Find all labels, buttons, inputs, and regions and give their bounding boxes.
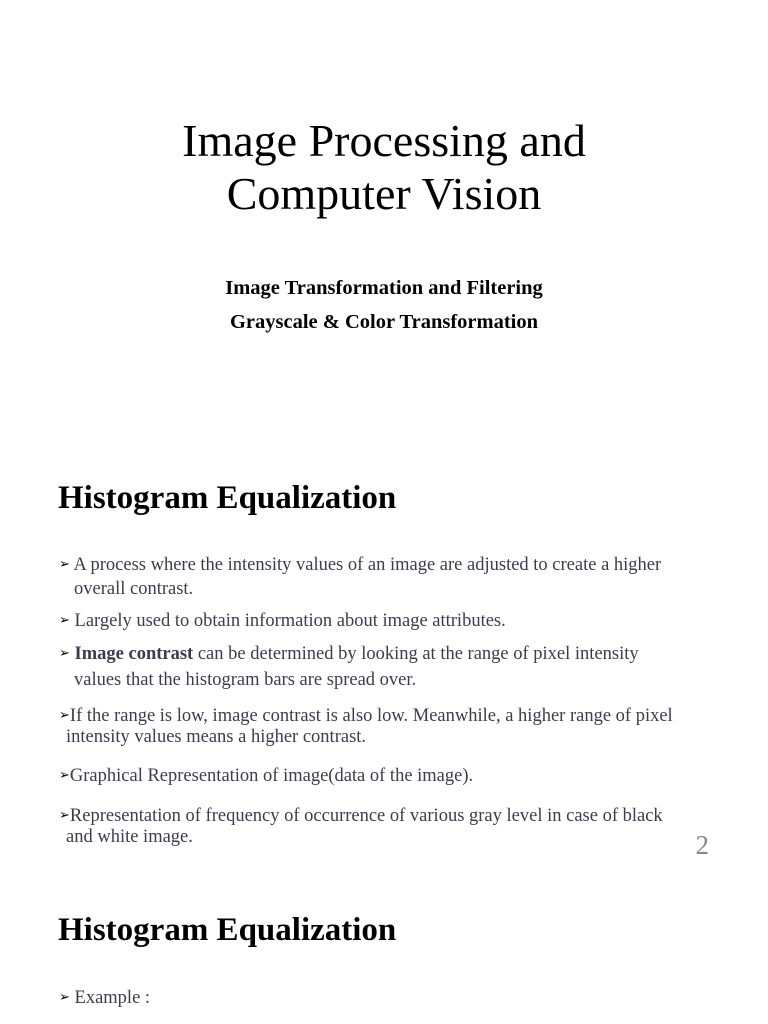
bullet-text-continued: overall contrast. [74,579,194,599]
bullet-text-continued: and white image. [66,827,193,847]
bullet-item [59,765,719,787]
page-number: 2 [695,830,709,860]
bullet-bold-term: Image contrast [74,644,194,664]
arrow-bullet-icon: ➢ [59,768,70,783]
bullet-item [59,609,719,633]
bullet-item [59,986,719,1010]
arrow-bullet-icon: ➢ [59,646,70,661]
bullet-text: Example : [74,988,151,1008]
bullet-text: Largely used to obtain information about image attributes. [74,611,506,631]
bullet-item [59,553,719,601]
bullet-text: A process where the intensity values of an image are adjusted to create a higher [73,555,662,575]
bullet-text: Representation of frequency of occurrence of various gray level in case of black [69,806,663,826]
arrow-bullet-icon: ➢ [59,990,70,1005]
presentation-title [0,114,768,220]
arrow-bullet-icon: ➢ [59,613,70,628]
bullet-text: Graphical Representation of image(data of the image). [69,766,474,786]
subtitle-line-1: Image Transformation and Filtering [225,277,543,299]
slide2-heading: Histogram Equalization [58,480,397,516]
bullet-item [59,705,719,748]
slide3-heading: Histogram Equalization [58,912,397,948]
bullet-text: If the range is low, image contrast is also low. Meanwhile, a higher range of pixel [69,706,673,726]
arrow-bullet-icon: ➢ [59,808,70,823]
bullet-text-continued: intensity values means a higher contrast. [66,727,367,747]
bullet-text: can be determined by looking at the range of pixel intensity [193,644,639,664]
bullet-item [59,641,719,693]
arrow-bullet-icon: ➢ [59,557,70,572]
title-line-2: Computer Vision [226,168,542,219]
subtitle-line-2: Grayscale & Color Transformation [229,311,539,333]
bullet-item [59,805,719,848]
arrow-bullet-icon: ➢ [59,708,70,723]
title-line-1: Image Processing and [182,115,586,166]
bullet-text-continued: values that the histogram bars are spread over. [74,670,417,690]
